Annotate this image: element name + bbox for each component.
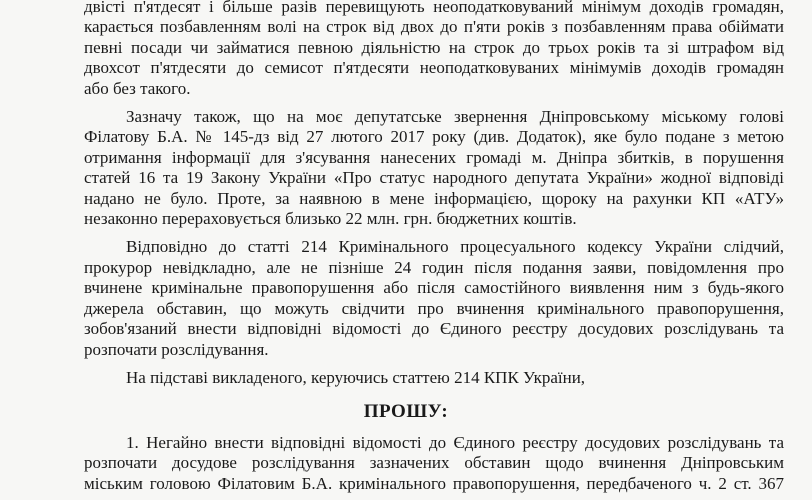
text-line: двохсот п'ятдесяти до семисот п'ятдесяти неоподатковуваних мінімумів доходів громадян <box>84 58 784 78</box>
text-line: розпочати досудове розслідування зазначених обставин щодо вчинення Дніпровським <box>84 453 784 473</box>
statement-body <box>84 0 784 388</box>
text-line: міським головою Філатовим Б.А. кримінального правопорушення, передбаченого ч. 2 ст. 367 <box>84 473 784 493</box>
text-line: Філатову Б.А. № 145-дз від 27 лютого 2017 року (див. Додаток), яке було подане з метою <box>84 127 784 147</box>
text-line: прокурор невідкладно, але не пізніше 24 годин після подання заяви, повідомлення про <box>84 257 784 277</box>
text-line: Відповідно до статті 214 Кримінального процесуального кодексу України слідчий, <box>126 237 784 257</box>
text-line: Зазначу також, що на моє депутатське звернення Дніпровському міському голові <box>126 107 784 127</box>
text-line: отримання інформації для з'ясування нанесених громаді м. Дніпра збитків, в порушення <box>84 147 784 167</box>
text-line: На підставі викладеного, керуючись статтею 214 КПК України, <box>126 367 586 387</box>
text-line: розпочати розслідування. <box>84 339 269 359</box>
text-line: незаконно перераховується близько 22 млн. грн. бюджетних коштів. <box>84 209 577 229</box>
text-line: вчинене кримінальне правопорушення або після самостійного виявлення ним з будь-якого <box>84 278 784 298</box>
text-line: зобов'язаний внести відповідні відомості до Єдиного реєстру досудових розслідувань та <box>84 319 784 339</box>
text-line: певні посади чи займатися певною діяльністю на строк до трьох років та зі штрафом від <box>84 37 784 57</box>
text-line: джерела обставин, що можуть свідчити про вчинення кримінального правопорушення, <box>84 298 784 318</box>
text-line: статей 16 та 19 Закону України «Про статус народного депутата України» жодної відповіді <box>84 168 784 188</box>
text-line: або без такого. <box>84 78 191 98</box>
request-heading: ПРОШУ: <box>363 401 449 422</box>
text-line: 1. Негайно внести відповідні відомості до Єдиного реєстру досудових розслідувань та <box>126 433 784 452</box>
text-line: надано не було. Проте, за наявною в мене інформацією, щороку на рахунки КП «АТУ» <box>84 188 784 208</box>
request-body <box>84 433 784 494</box>
text-line: карається позбавленням волі на строк від двох до п'яти років з позбавленням права обіймати <box>84 17 784 37</box>
text-line: двісті п'ятдесят і більше разів перевищують неоподатковуваний мінімум доходів громадян, <box>84 0 784 16</box>
